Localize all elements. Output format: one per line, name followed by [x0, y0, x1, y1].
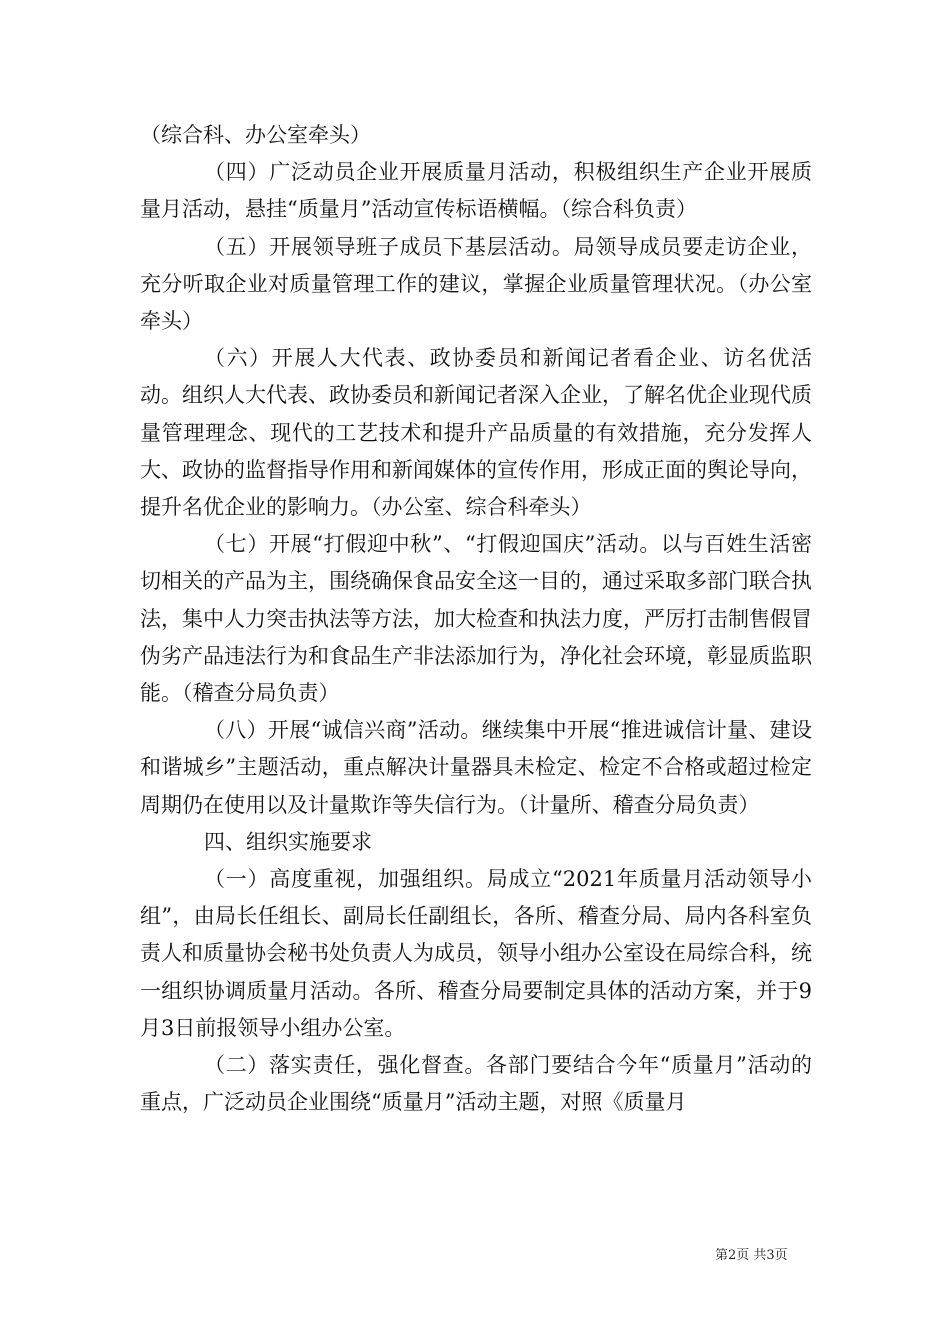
paragraph-item-7: （七）开展“打假迎中秋”、“打假迎国庆”活动。以与百姓生活密切相关的产品为主，围绕确保食品安全这一目的，通过采取多部门联合执法，集中人力突击执法等方法，加大检查和执法力度，严厉打击制售假冒伪劣产品违法行为和食品生产非法添加行为，净化社会环境，彰显质监职能。（稽查分局负责）: [140, 532, 812, 706]
paragraph-requirement-1: （一）高度重视，加强组织。局成立“2021年质量月活动领导小组”，由局长任组长、副局长任副组长，各所、稽查分局、局内各科室负责人和质量协会秘书处负责人为成员，领导小组办公室设在局综合科，统一组织协调质量月活动。各所、稽查分局要制定具体的活动方案，并于9月3日前报领导小组办公室。: [140, 867, 812, 1040]
paragraph-item-6: （六）开展人大代表、政协委员和新闻记者看企业、访名优活动。组织人大代表、政协委员和新闻记者深入企业，了解名优企业现代质量管理理念、现代的工艺技术和提升产品质量的有效措施，充分发挥人大、政协的监督指导作用和新闻媒体的宣传作用，形成正面的舆论导向，提升名优企业的影响力。（办公室、综合科牵头）: [140, 346, 812, 520]
page-number-footer: 第2页 共3页: [715, 1248, 788, 1263]
paragraph-item-5: （五）开展领导班子成员下基层活动。局领导成员要走访企业，充分听取企业对质量管理工作的建议，掌握企业质量管理状况。（办公室牵头）: [140, 234, 812, 334]
document-body: [140, 117, 812, 1121]
paragraph-requirement-2: （二）落实责任，强化督查。各部门要结合今年“质量月”活动的重点，广泛动员企业围绕“质量月”活动主题，对照《质量月: [140, 1053, 812, 1115]
paragraph-item-8: （八）开展“诚信兴商”活动。继续集中开展“推进诚信计量、建设和谐城乡”主题活动，重点解决计量器具未检定、检定不合格或超过检定周期仍在使用以及计量欺诈等失信行为。（计量所、稽查分局负责）: [140, 718, 812, 817]
paragraph-lead-in: （综合科、办公室牵头）: [140, 123, 371, 147]
section-heading-4: 四、组织实施要求: [204, 829, 372, 854]
paragraph-item-4: （四）广泛动员企业开展质量月活动，积极组织生产企业开展质量月活动，悬挂“质量月”活动宣传标语横幅。（综合科负责）: [140, 160, 812, 222]
